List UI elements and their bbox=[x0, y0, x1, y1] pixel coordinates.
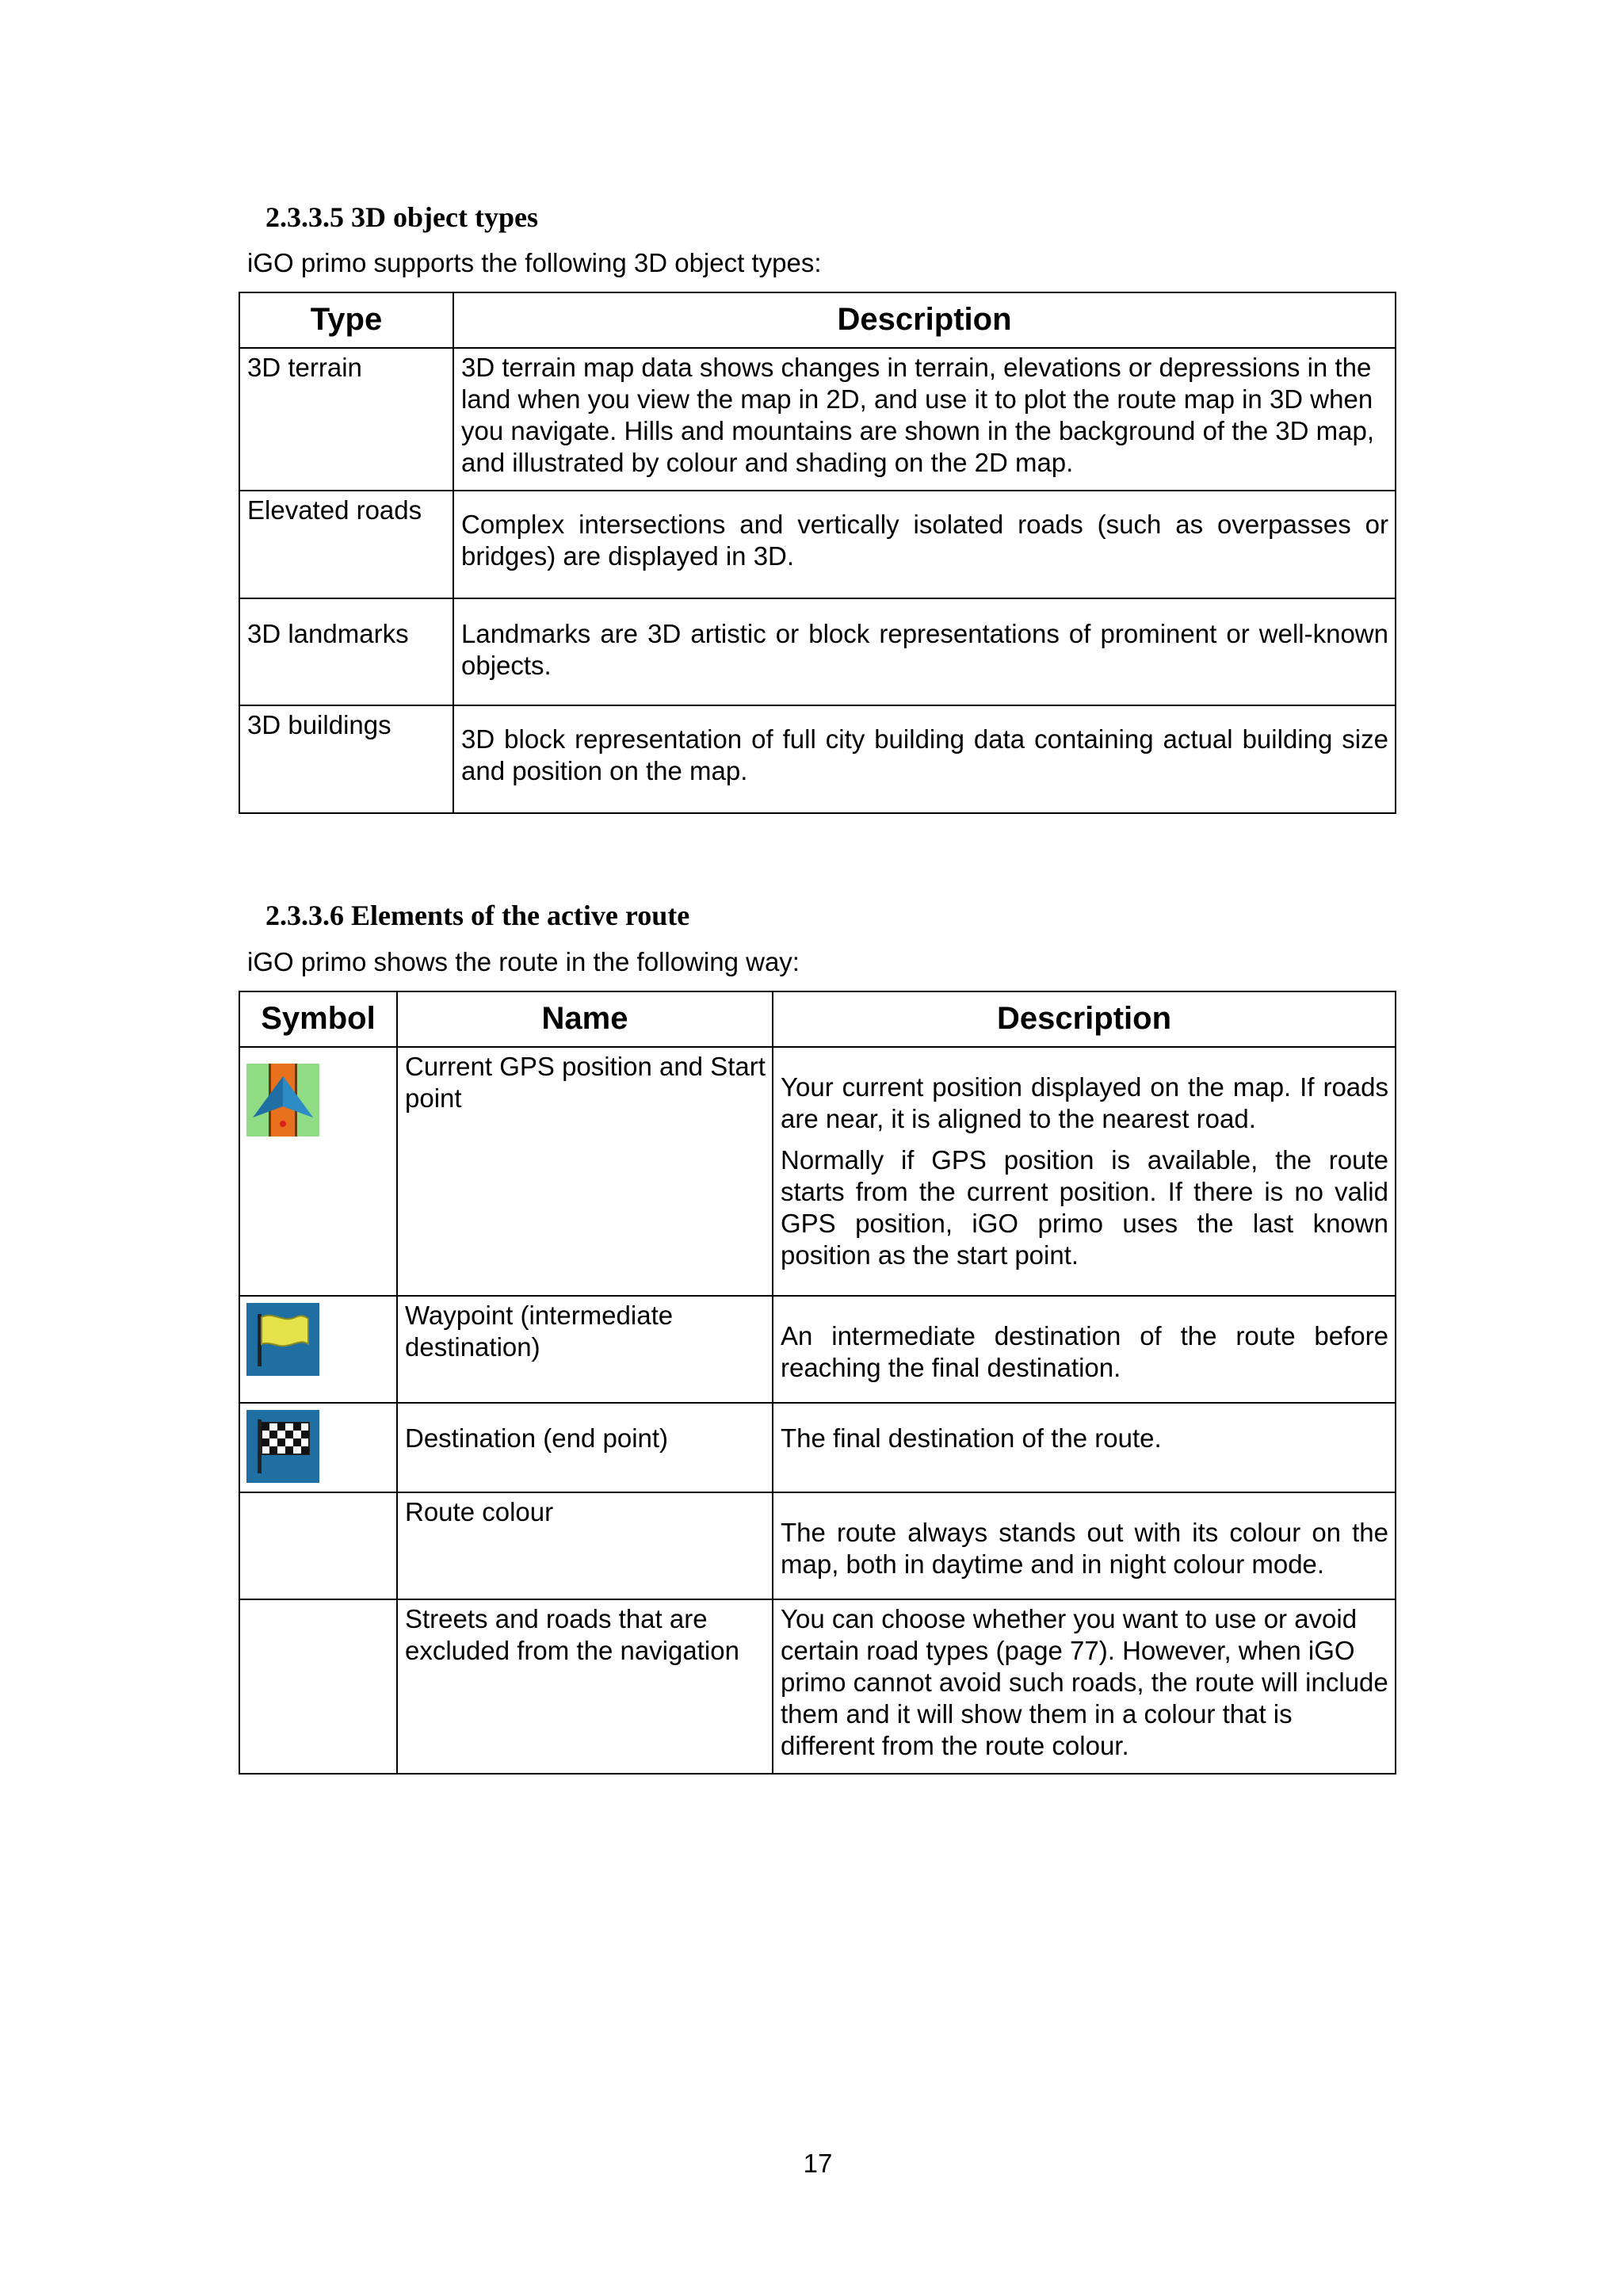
description-cell bbox=[773, 1047, 1396, 1296]
table-row bbox=[239, 705, 1396, 813]
description-cell bbox=[773, 1492, 1396, 1599]
table-header-row bbox=[239, 292, 1396, 348]
name-cell: Waypoint (intermediate destination) bbox=[397, 1296, 773, 1403]
symbol-cell bbox=[239, 1492, 397, 1599]
symbol-cell bbox=[239, 1047, 397, 1296]
type-cell: 3D buildings bbox=[239, 705, 453, 813]
symbol-cell bbox=[239, 1296, 397, 1403]
gps-position-arrow-icon bbox=[246, 1064, 319, 1137]
column-header-description: Description bbox=[453, 292, 1396, 348]
description-text: Complex intersections and vertically isolated roads (such as overpasses or bridges) are displayed in 3D. bbox=[461, 510, 1388, 571]
column-header-symbol: Symbol bbox=[239, 991, 397, 1047]
description-cell: 3D terrain map data shows changes in terrain, elevations or depressions in the land when you view the map in 2D, and use it to plot the route map in 3D when you navigate. Hills and mountains are shown in the background of the 3D map, and illustrated by colour and shading on the 2D map. bbox=[453, 348, 1396, 491]
name-cell: Current GPS position and Start point bbox=[397, 1047, 773, 1296]
table-row bbox=[239, 1492, 1396, 1599]
section-heading-active-route: 2.3.3.6 Elements of the active route bbox=[265, 900, 690, 931]
table-row bbox=[239, 491, 1396, 598]
name-cell: Destination (end point) bbox=[397, 1403, 773, 1492]
description-cell bbox=[453, 491, 1396, 598]
description-cell: You can choose whether you want to use or avoid certain road types (page 77). However, when iGO primo cannot avoid such roads, the route will include them and it will show them in a colour that is different from the route colour. bbox=[773, 1599, 1396, 1774]
description-text: An intermediate destination of the route before reaching the final destination. bbox=[781, 1321, 1388, 1382]
column-header-name: Name bbox=[397, 991, 773, 1047]
description-cell: Landmarks are 3D artistic or block representations of prominent or well-known objects. bbox=[453, 598, 1396, 705]
name-cell: Route colour bbox=[397, 1492, 773, 1599]
description-text: Your current position displayed on the map. If roads are near, it is aligned to the nearest road. bbox=[781, 1072, 1388, 1133]
column-header-description: Description bbox=[773, 991, 1396, 1047]
section-intro-active-route: iGO primo shows the route in the following way: bbox=[247, 947, 800, 976]
checkered-flag-icon bbox=[246, 1410, 319, 1483]
symbol-cell bbox=[239, 1403, 397, 1492]
table-header-row bbox=[239, 991, 1396, 1047]
description-text: The route always stands out with its colour on the map, both in daytime and in night colour mode. bbox=[781, 1518, 1388, 1579]
page-number: 17 bbox=[803, 2149, 833, 2178]
symbol-cell bbox=[239, 1599, 397, 1774]
table-row bbox=[239, 348, 1396, 491]
table-row bbox=[239, 1296, 1396, 1403]
table-row bbox=[239, 1599, 1396, 1774]
name-cell: Streets and roads that are excluded from the navigation bbox=[397, 1599, 773, 1774]
description-cell bbox=[773, 1296, 1396, 1403]
3d-object-types-table bbox=[239, 292, 1396, 814]
table-row bbox=[239, 1047, 1396, 1296]
description-text: 3D block representation of full city building data containing actual building size and position on the map. bbox=[461, 724, 1388, 785]
waypoint-flag-icon bbox=[246, 1303, 319, 1376]
section-heading-3d-object-types: 2.3.3.5 3D object types bbox=[265, 201, 538, 233]
description-cell bbox=[453, 705, 1396, 813]
column-header-type: Type bbox=[239, 292, 453, 348]
description-text: Normally if GPS position is available, the route starts from the current position. If there is no valid GPS position, iGO primo uses the last known position as the start point. bbox=[781, 1145, 1388, 1270]
table-row bbox=[239, 598, 1396, 705]
type-cell: 3D terrain bbox=[239, 348, 453, 491]
active-route-elements-table bbox=[239, 991, 1396, 1775]
table-row bbox=[239, 1403, 1396, 1492]
type-cell: Elevated roads bbox=[239, 491, 453, 598]
type-cell: 3D landmarks bbox=[239, 598, 453, 705]
section-intro-3d-object-types: iGO primo supports the following 3D object types: bbox=[247, 248, 822, 277]
description-cell: The final destination of the route. bbox=[773, 1403, 1396, 1492]
